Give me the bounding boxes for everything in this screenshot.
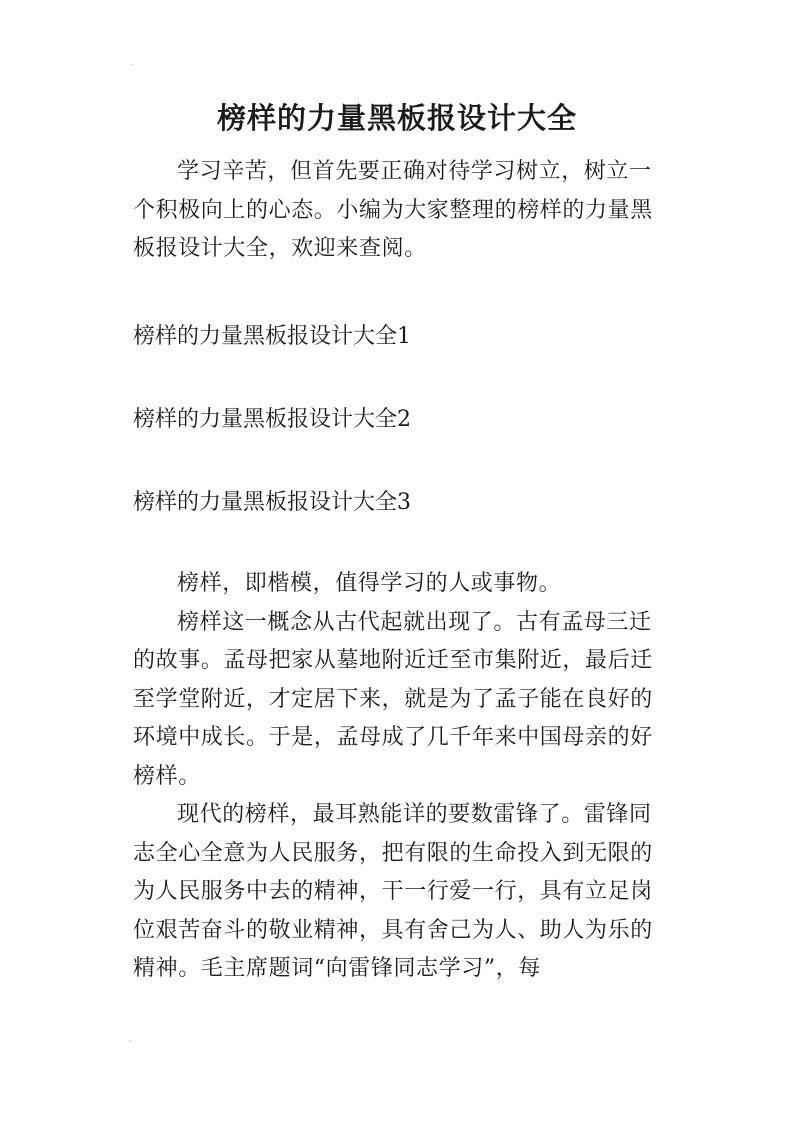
article-body: [133, 565, 661, 989]
section-link-3[interactable]: 榜样的力量黑板报设计大全3: [133, 490, 411, 515]
corner-mark-top: [131, 64, 133, 66]
paragraph-definition: 榜样，即楷模，值得学习的人或事物。: [177, 571, 562, 596]
section-link-2[interactable]: 榜样的力量黑板报设计大全2: [133, 407, 411, 432]
corner-mark-bottom: [129, 1040, 131, 1042]
paragraph-modern: 现代的榜样，最耳熟能详的要数雷锋了。雷锋同志全心全意为人民服务，把有限的生命投入到无限的为人民服务中去的精神，干一行爱一行，具有立足岗位艰苦奋斗的敬业精神，具有舍己为人、助人为乐的精神。毛主席题词“向雷锋同志学习”，每: [133, 802, 653, 981]
section-link-1[interactable]: 榜样的力量黑板报设计大全1: [133, 324, 411, 349]
page-title: 榜样的力量黑板报设计大全: [216, 101, 577, 135]
intro-paragraph: 学习辛苦，但首先要正确对待学习树立，树立一个积极向上的心态。小编为大家整理的榜样的力量黑板报设计大全，欢迎来查阅。: [133, 159, 653, 261]
paragraph-history: 榜样这一概念从古代起就出现了。古有孟母三迁的故事。孟母把家从墓地附近迁至市集附近，最后迁至学堂附近，才定居下来，就是为了孟子能在良好的环境中成长。于是，孟母成了几千年来中国母亲的好榜样。: [133, 609, 653, 789]
